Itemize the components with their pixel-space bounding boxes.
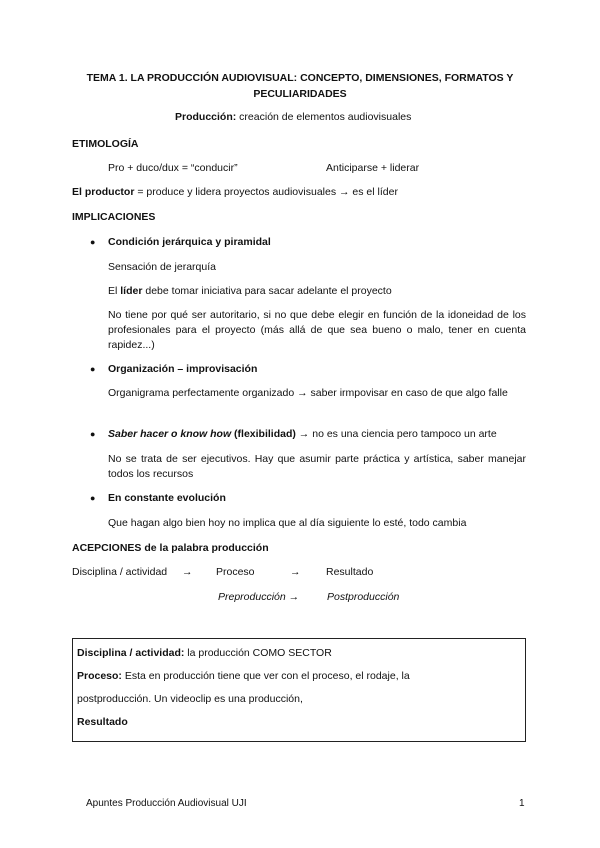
box-line-2-bold: Proceso: — [77, 670, 122, 682]
implication-1-p2-post: debe tomar iniciativa para sacar adelante el proyecto — [142, 285, 392, 297]
implication-3-title — [108, 428, 497, 440]
implication-2-p1: Organigrama perfectamente organizado → saber irmpovisar en caso de que algo falle — [108, 387, 508, 399]
implications-heading: IMPLICACIONES — [72, 211, 156, 223]
implication-1-p2 — [108, 285, 392, 297]
implication-3-title-bold: (flexibilidad) — [231, 428, 296, 440]
acepciones-heading-rest: de la palabra producción — [141, 542, 269, 554]
implication-1-p3: No tiene por qué ser autoritario, si no que debe elegir en función de la idoneidad de los profesionales para el proyecto (más allá de que sea bueno o malo, tener en cuenta rapidez...) — [108, 309, 526, 351]
implication-1-p2-bold: líder — [120, 285, 143, 297]
document-title: TEMA 1. LA PRODUCCIÓN AUDIOVISUAL: CONCEPTO, DIMENSIONES, FORMATOS Y PECULIARIDADES — [86, 72, 514, 100]
box-line-2-text: Esta en producción tiene que ver con el proceso, el rodaje, la — [121, 670, 410, 682]
acepcion-resultado: Resultado — [326, 566, 374, 578]
etymology-heading: ETIMOLOGÍA — [72, 138, 139, 150]
acepcion-postproduccion: Postproducción — [327, 591, 400, 603]
definition-line — [175, 111, 411, 123]
bullet-icon: ● — [90, 493, 96, 503]
implication-3-p1: No se trata de ser ejecutivos. Hay que asumir parte práctica y artística, saber manejar todos los recursos — [108, 453, 526, 480]
etymology-right: Anticiparse + liderar — [326, 162, 420, 174]
implication-1-p1: Sensación de jerarquía — [108, 261, 216, 273]
page-number: 1 — [519, 798, 525, 809]
acepcion-proceso: Proceso — [216, 566, 255, 578]
implication-1-title: Condición jerárquica y piramidal — [108, 236, 271, 248]
implication-3-title-italic: Saber hacer o know how — [108, 428, 232, 440]
implication-2-title: Organización – improvisación — [108, 363, 258, 375]
arrow-icon: → — [290, 566, 301, 578]
notes-box — [72, 638, 526, 742]
productor-term: El productor — [72, 186, 135, 198]
footer-text: Apuntes Producción Audiovisual UJI — [86, 798, 247, 809]
definition-term: Producción: — [175, 111, 237, 123]
implication-3-title-rest: → no es una ciencia pero tampoco un arte — [295, 428, 497, 440]
acepciones-heading — [72, 542, 269, 554]
box-line-2 — [77, 670, 410, 682]
box-line-3: postproducción. Un videoclip es una producción, — [77, 693, 303, 705]
implication-4-p1: Que hagan algo bien hoy no implica que al día siguiente lo esté, todo cambia — [108, 517, 467, 529]
bullet-icon: ● — [90, 237, 96, 247]
etymology-left: Pro + duco/dux = “conducir” — [108, 162, 238, 174]
acepcion-preproduccion: Preproducción → — [218, 591, 300, 603]
productor-line — [72, 186, 398, 198]
acepciones-heading-bold: ACEPCIONES — [72, 542, 142, 554]
productor-text: = produce y lidera proyectos audiovisuales → es el líder — [134, 186, 398, 198]
acepcion-disciplina: Disciplina / actividad — [72, 566, 168, 578]
box-line-1 — [77, 647, 332, 659]
definition-text: creación de elementos audiovisuales — [236, 111, 412, 123]
box-line-1-bold: Disciplina / actividad: — [77, 647, 185, 659]
box-line-1-text: la producción COMO SECTOR — [184, 647, 332, 659]
bullet-icon: ● — [90, 364, 96, 374]
bullet-icon: ● — [90, 429, 96, 439]
implication-1-p2-pre: El — [108, 285, 121, 297]
implication-4-title: En constante evolución — [108, 492, 226, 504]
arrow-icon: → — [182, 566, 193, 578]
box-line-4: Resultado — [77, 716, 128, 728]
